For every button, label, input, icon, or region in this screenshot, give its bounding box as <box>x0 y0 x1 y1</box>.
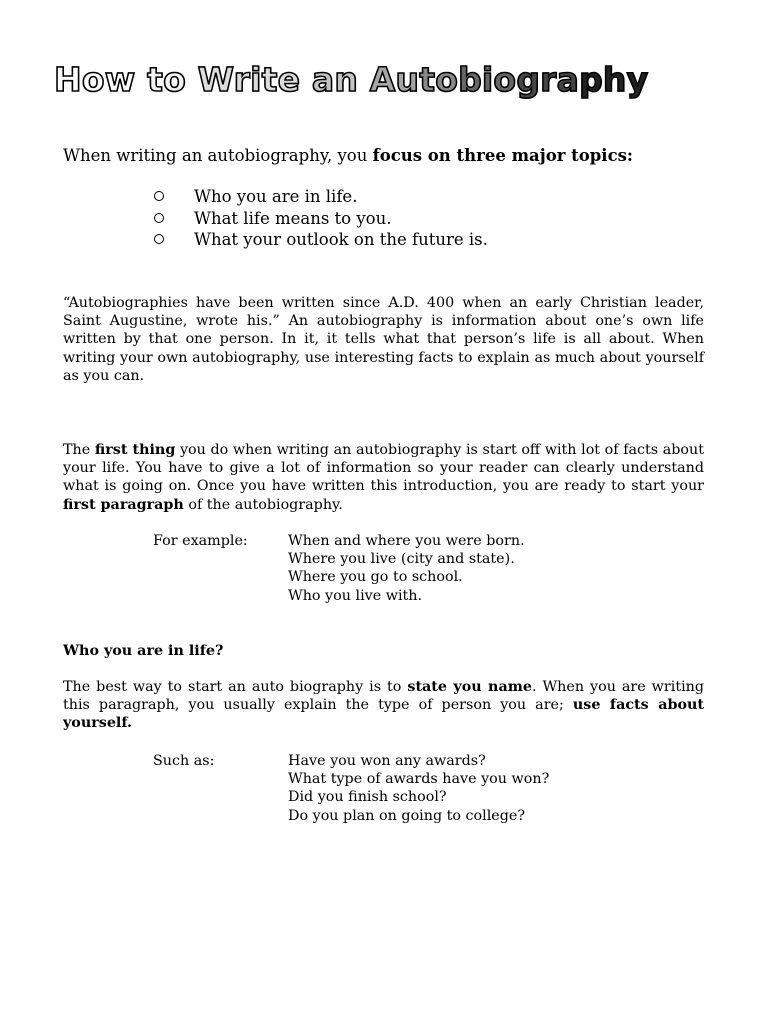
intro-sentence <box>63 144 633 168</box>
topic-text: What life means to you. <box>194 208 392 228</box>
list-item: Where you live (city and state). <box>288 551 515 568</box>
list-item: Do you plan on going to college? <box>288 807 526 824</box>
first-thing-paragraph <box>63 441 704 514</box>
intro-emphasis: focus on three major topics: <box>372 146 633 165</box>
paragraph-emphasis: first thing <box>94 442 176 458</box>
topic-item <box>154 208 488 230</box>
example-list <box>288 532 525 605</box>
title-word: gra <box>516 60 580 99</box>
paragraph-text: The best way to start an auto biography is to <box>63 679 408 695</box>
title-word: bio <box>458 60 517 99</box>
title-word: an <box>311 60 359 99</box>
topics-list <box>154 186 488 251</box>
title-word: How <box>54 60 136 99</box>
paragraph-text: The <box>63 442 95 458</box>
intro-text: When writing an autobiography, you <box>63 146 373 165</box>
topic-item <box>154 229 488 251</box>
title-word: Write <box>197 60 301 99</box>
list-item: Who you live with. <box>288 587 423 604</box>
title-word: to <box>147 60 186 99</box>
list-item: Where you go to school. <box>288 569 463 586</box>
list-item: What type of awards have you won? <box>288 771 550 788</box>
circle-bullet-icon <box>154 234 164 244</box>
example-label: For example: <box>153 533 248 549</box>
state-name-paragraph <box>63 678 704 733</box>
title-word: Au <box>369 60 420 99</box>
paragraph-text: . When you are writing this paragraph, you usually explain the type of person you are; <box>63 679 705 714</box>
history-paragraph: “Autobiographies have been written since A.D. 400 when an early Christian leader, Saint Augustine, wrote his.” An autobiography is information about one’s own life written by that one person. In it, it tells what that person’s life is all about. When writing your own autobiography, use interesting facts to explain as much about yourself as you can. <box>63 295 704 384</box>
page-title <box>54 58 714 102</box>
such-as-label: Such as: <box>153 753 215 769</box>
such-as-list <box>288 752 549 825</box>
list-item: Have you won any awards? <box>288 753 486 769</box>
circle-bullet-icon <box>154 213 164 223</box>
topic-text: Who you are in life. <box>194 187 358 206</box>
paragraph-emphasis: use facts about yourself. <box>63 697 704 732</box>
paragraph-emphasis: state you name <box>407 679 532 695</box>
list-item: Did you finish school? <box>288 789 447 806</box>
paragraph-text: of the autobiography. <box>183 496 343 513</box>
section-heading: Who you are in life? <box>63 643 224 659</box>
paragraph-emphasis: first paragraph <box>63 496 184 513</box>
paragraph-text: you do when writing an autobiography is start off with lot of facts about your life. You have to give a lot of information so your reader can clearly understand what is going on. Once you have written this introduction, you are ready to start your <box>63 442 704 495</box>
title-word: phy <box>579 60 649 99</box>
list-item: When and where you were born. <box>288 533 525 549</box>
circle-bullet-icon <box>154 191 164 201</box>
topic-text: What your outlook on the future is. <box>194 230 488 249</box>
topic-item <box>154 186 488 208</box>
title-word: to <box>419 60 459 99</box>
